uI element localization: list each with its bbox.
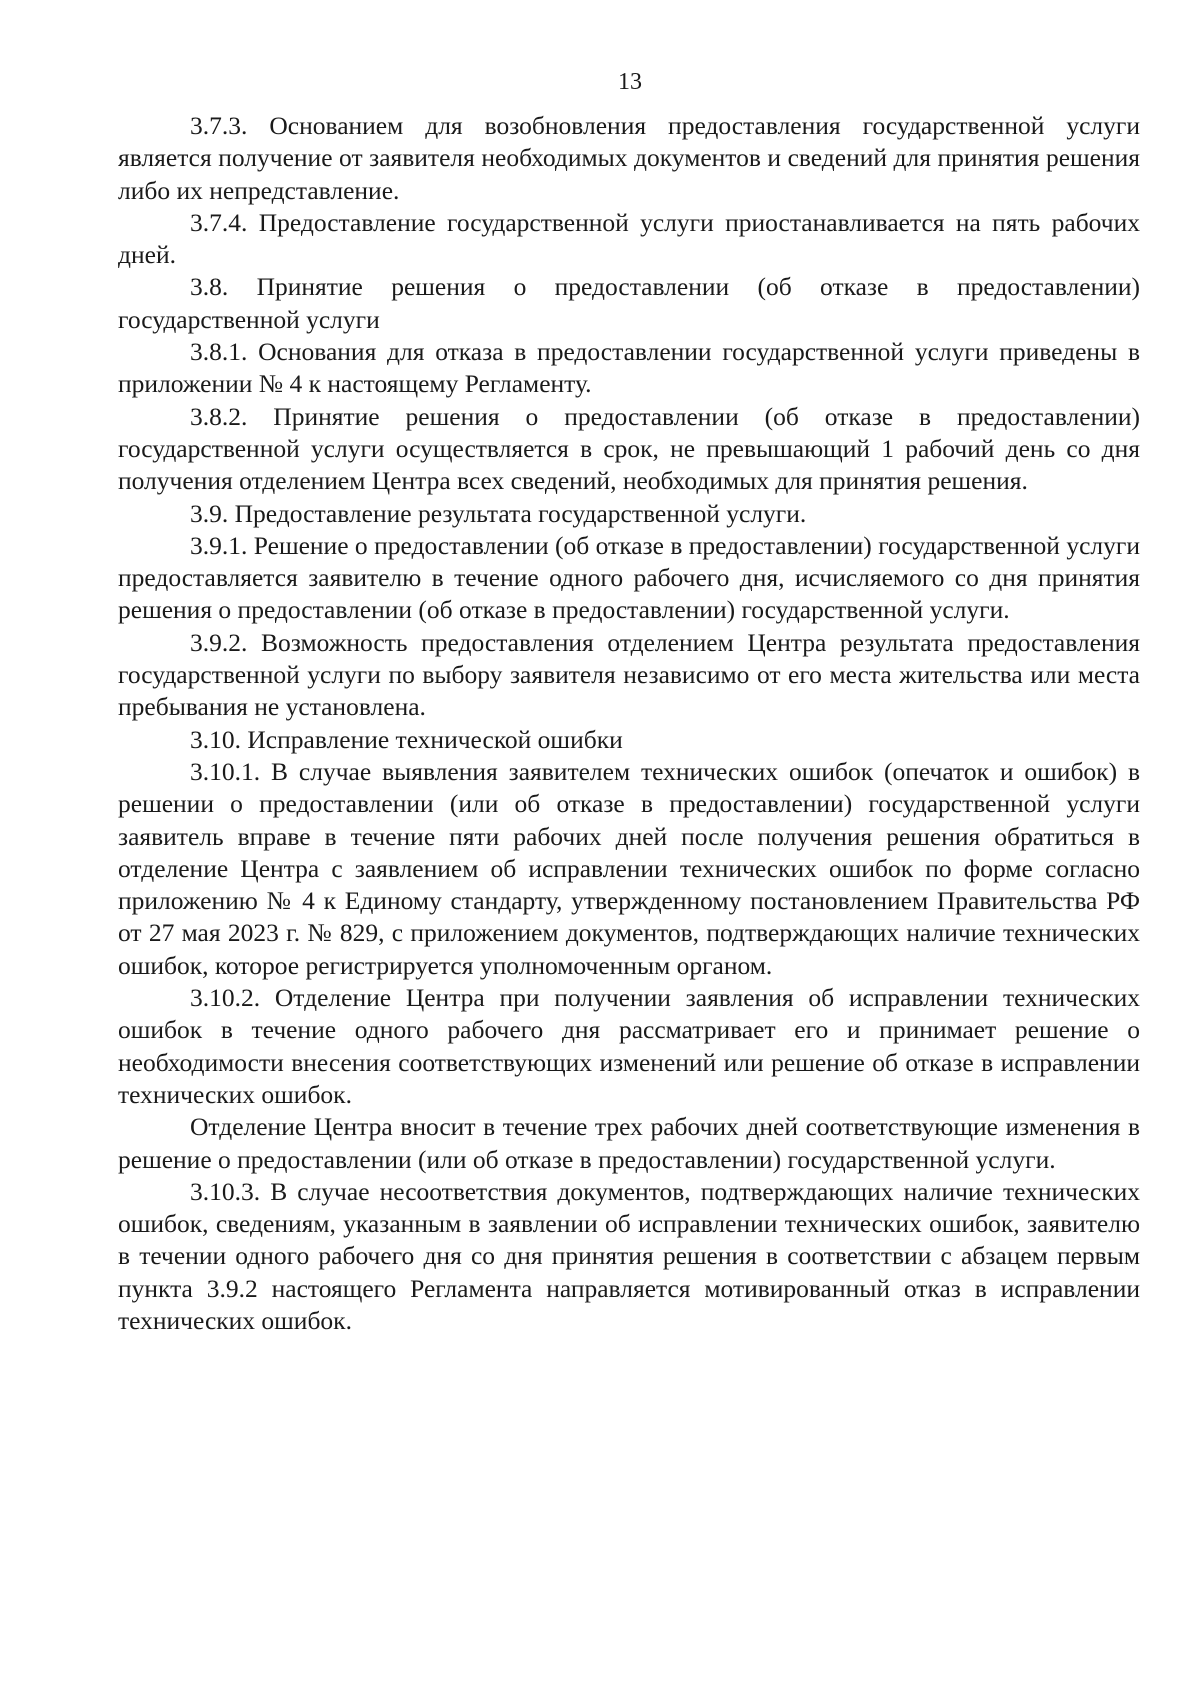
paragraph-3-8: 3.8. Принятие решения о предоставлении (об отказе в предоставлении) государственной услуги bbox=[118, 272, 1140, 334]
paragraph-3-9: 3.9. Предоставление результата государственной услуги. bbox=[190, 498, 807, 528]
paragraph-3-7-4: 3.7.4. Предоставление государственной услуги приостанавливается на пять рабочих дней. bbox=[118, 207, 1140, 270]
paragraph-3-10-3: 3.10.3. В случае несоответствия документов, подтверждающих наличие технических ошибок, сведениям, указанным в заявлении об исправлении технических ошибок, заявителю в течении одного рабочего дня со дня принятия решения в соответствии с абзацем первым пункта 3.9.2 настоящего Регламента направляется мотивированный отказ в исправлении технических ошибок. bbox=[118, 1176, 1140, 1335]
paragraph-3-10-2-continued: Отделение Центра вносит в течение трех рабочих дней соответствующие изменения в решение о предоставлении (или об отказе в предоставлении) государственной услуги. bbox=[118, 1112, 1140, 1174]
paragraph-3-8-1: 3.8.1. Основания для отказа в предоставлении государственной услуги приведены в приложении № 4 к настоящему Регламенту. bbox=[118, 337, 1140, 399]
paragraph-3-10: 3.10. Исправление технической ошибки bbox=[190, 724, 623, 754]
document-body bbox=[118, 110, 1140, 1337]
paragraph-3-10-1: 3.10.1. В случае выявления заявителем технических ошибок (опечаток и ошибок) в решении о предоставлении (или об отказе в предоставлении) государственной услуги заявитель вправе в течение пяти рабочих дней после получения решения обратиться в отделение Центра с заявлением об исправлении технических ошибок по форме согласно приложению № 4 к Единому стандарту, утвержденному постановлением Правительства РФ от 27 мая 2023 г. № 829, с приложением документов, подтверждающих наличие технических ошибок, которое регистрируется уполномоченным органом. bbox=[118, 756, 1140, 980]
paragraph-3-10-2: 3.10.2. Отделение Центра при получении заявления об исправлении технических ошибок в течение одного рабочего дня рассматривает его и принимает решение о необходимости внесения соответствующих изменений или решение об отказе в исправлении технических ошибок. bbox=[118, 983, 1140, 1109]
paragraph-3-9-2: 3.9.2. Возможность предоставления отделением Центра результата предоставления государственной услуги по выбору заявителя независимо от его места жительства или места пребывания не установлена. bbox=[118, 627, 1140, 722]
page-number: 13 bbox=[618, 69, 642, 95]
paragraph-3-9-1: 3.9.1. Решение о предоставлении (об отказе в предоставлении) государственной услуги предоставляется заявителю в течение одного рабочего дня, исчисляемого со дня принятия решения о предоставлении (об отказе в предоставлении) государственной услуги. bbox=[118, 530, 1140, 625]
paragraph-3-7-3: 3.7.3. Основанием для возобновления предоставления государственной услуги является получение от заявителя необходимых документов и сведений для принятия решения либо их непредставление. bbox=[118, 111, 1140, 205]
paragraph-3-8-2: 3.8.2. Принятие решения о предоставлении (об отказе в предоставлении) государственной услуги осуществляется в срок, не превышающий 1 рабочий день со дня получения отделением Центра всех сведений, необходимых для принятия решения. bbox=[118, 401, 1140, 496]
